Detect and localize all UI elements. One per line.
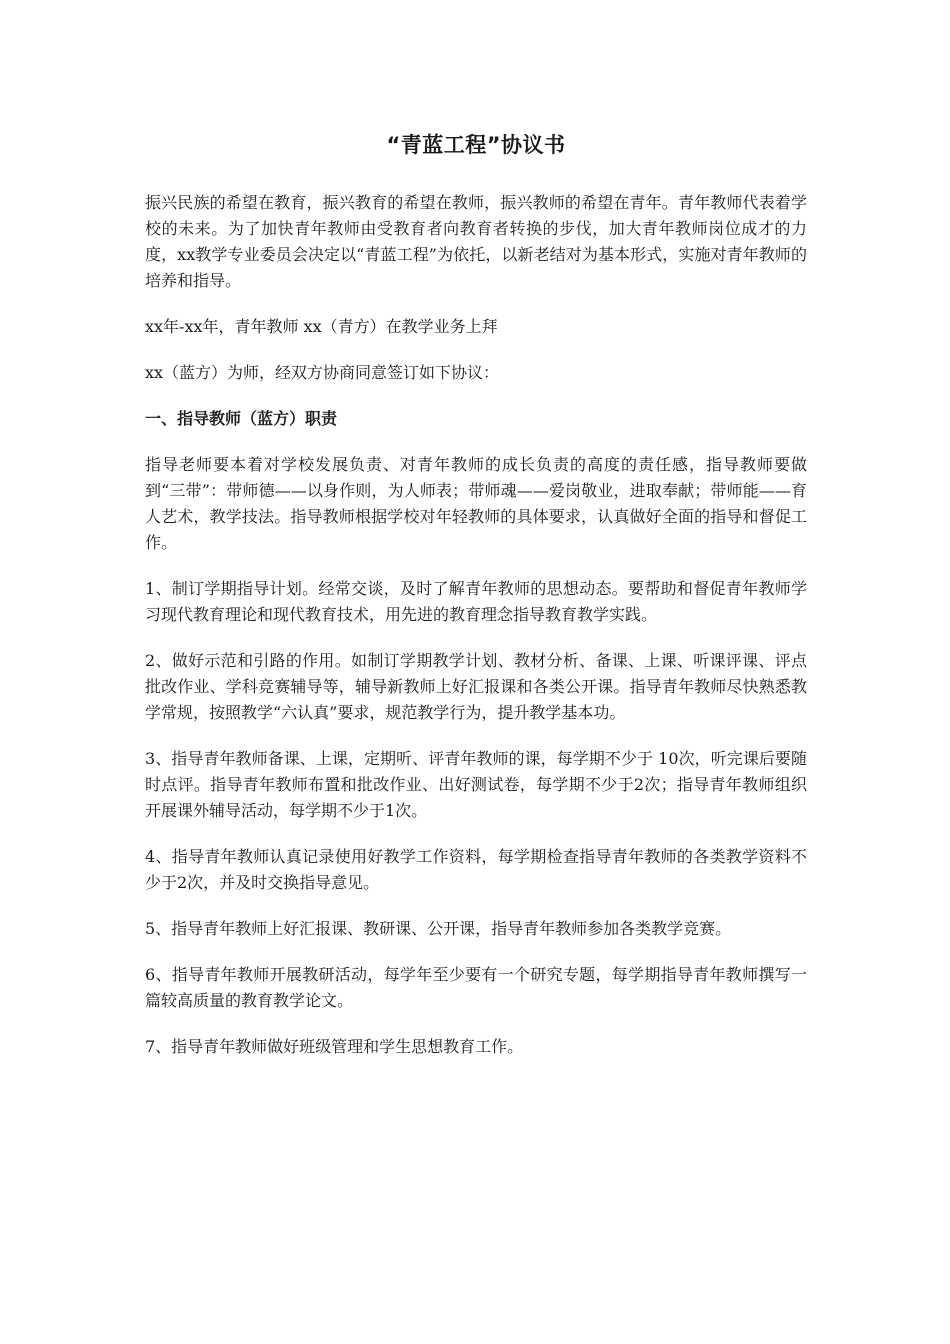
- duty-item-3: 3、指导青年教师备课、上课，定期听、评青年教师的课，每学期不少于 10次，听完课后要随时点评。指导青年教师布置和批改作业、出好测试卷，每学期不少于2次；指导青年教师组织开展课外辅导活动，每学期不少于1次。: [145, 749, 807, 820]
- duty-item-2: 2、做好示范和引路的作用。如制订学期教学计划、教材分析、备课、上课、听课评课、评点批改作业、学科竞赛辅导等，辅导新教师上好汇报课和各类公开课。指导青年教师尽快熟悉教学常规，按照教学“六认真”要求，规范教学行为，提升教学基本功。: [145, 651, 807, 722]
- document-title: “青蓝工程”协议书: [386, 133, 566, 157]
- duty-item-6: 6、指导青年教师开展教研活动，每学年至少要有一个研究专题，每学期指导青年教师撰写一篇较高质量的教育教学论文。: [145, 965, 807, 1010]
- document-page: [145, 130, 807, 1080]
- agreement-line-b: xx（蓝方）为师，经双方协商同意签订如下协议：: [145, 363, 500, 382]
- duty-item-5: 5、指导青年教师上好汇报课、教研课、公开课，指导青年教师参加各类教学竞赛。: [145, 919, 732, 938]
- section-heading-mentor-duties: 一、指导教师（蓝方）职责: [145, 409, 338, 428]
- agreement-line-a: xx年-xx年，青年教师 xx（青方）在教学业务上拜: [145, 317, 498, 336]
- duty-item-1: 1、制订学期指导计划。经常交谈，及时了解青年教师的思想动态。要帮助和督促青年教师学习现代教育理论和现代教育技术，用先进的教育理念指导教育教学实践。: [145, 579, 807, 624]
- intro-paragraph: 振兴民族的希望在教育，振兴教育的希望在教师，振兴教师的希望在青年。青年教师代表着学校的未来。为了加快青年教师由受教育者向教育者转换的步伐，加大青年教师岗位成才的力度，xx教学专业委员会决定以“青蓝工程”为依托，以新老结对为基本形式，实施对青年教师的培养和指导。: [145, 193, 807, 290]
- duty-item-7: 7、指导青年教师做好班级管理和学生思想教育工作。: [145, 1037, 524, 1056]
- duty-item-4: 4、指导青年教师认真记录使用好教学工作资料，每学期检查指导青年教师的各类教学资料不少于2次，并及时交换指导意见。: [145, 847, 807, 892]
- section-intro-paragraph: 指导老师要本着对学校发展负责、对青年教师的成长负责的高度的责任感，指导教师要做到“三带”：带师德——以身作则，为人师表；带师魂——爱岗敬业，进取奉献；带师能——育人艺术，教学技法。指导教师根据学校对年轻教师的具体要求，认真做好全面的指导和督促工作。: [145, 455, 807, 552]
